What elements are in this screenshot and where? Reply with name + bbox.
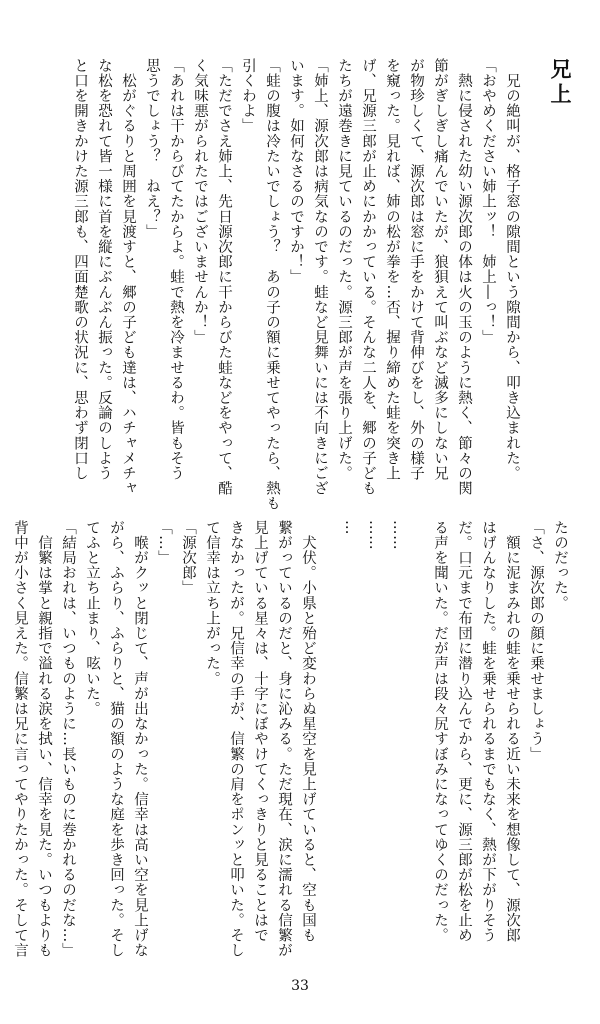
text-line: を窺った。見れば、姉の松が拳を…否、握り締めた蛙を突き上: [384, 58, 400, 481]
text-line: と口を開きかけた源三郎も、四面楚歌の状況に、思わず閉口し: [72, 58, 88, 481]
chapter-title: 兄上: [548, 58, 573, 108]
text-line: 引くわよ」: [240, 58, 256, 134]
text-line: 信繁は掌と親指で溢れる涙を拭い、信幸を見た。いつもよりも: [36, 520, 52, 958]
text-line: 「姉上、源次郎は病気なのです。蛙など見舞いには不向きにござ: [312, 58, 328, 496]
text-line: だ。口元まで布団に潜り込んでから、更に、源三郎が松を止め: [456, 520, 472, 943]
text-line: 「蛙の腹は冷たいでしょう？ あの子の額に乗せてやったら、熱も: [264, 58, 280, 511]
text-line: きなかったが。兄信幸の手が、信繁の肩をポンッと叩いた。そし: [228, 520, 244, 958]
text-line: な松を恐れて皆一様に首を縦にぶんぶん振った。反論のしよう: [96, 58, 112, 481]
text-line: て信幸は立ち上がった。: [204, 520, 220, 687]
text-line: 思うでしょう？ ねえ？」: [144, 58, 160, 240]
text-line: 兄の絶叫が、格子窓の隙間という隙間から、叩き込まれた。: [504, 58, 520, 481]
text-line: 熱に侵された幼い源次郎の体は火の玉のように熱く、節々の関: [456, 58, 472, 496]
text-line: 見上げている星々は、十字にぼやけてくっきりと見ることはで: [252, 520, 268, 943]
text-line: ……: [390, 520, 406, 551]
text-line: る声を聞いた。だが声は段々尻すぼみになってゆくのだった。: [432, 520, 448, 943]
blank-line: [320, 520, 338, 960]
blank-line: [410, 520, 428, 960]
text-line: 額に泥まみれの蛙を乗せられる近い未来を想像して、源次郎: [504, 520, 520, 943]
text-line: 繋がっているのだと、身に沁みる。ただ現在、涙に濡れる信繁が: [276, 520, 292, 958]
text-line: がら、ふらり、ふらりと、猫の額のような庭を歩き回った。そし: [108, 520, 124, 958]
text-line: たのだった。: [552, 520, 568, 611]
text-line: 節がぎしぎし痛んでいたが、狼狽えて叫ぶなど滅多にしない兄: [432, 58, 448, 481]
text-line: 犬伏。小県と殆ど変わらぬ星空を見上げていると、空も国も: [300, 520, 316, 943]
text-line: 「ただでさえ姉上、先日源次郎に干からびた蛙などをやって、酷: [216, 58, 232, 496]
text-line: ……: [366, 520, 382, 551]
text-line: 「源次郎」: [180, 520, 196, 596]
text-line: 「おやめください姉上ッ！ 姉上―っ！」: [480, 58, 496, 345]
text-line: 喉がクッと閉じて、声が出なかった。信幸は高い空を見上げな: [132, 520, 148, 958]
text-line: 背中が小さく見えた。信繁は兄に言ってやりたかった。そして言: [12, 520, 28, 958]
text-line: たちが遠巻きに見ているのだった。源三郎が声を張り上げた。: [336, 58, 352, 481]
text-line: 「結局おれは、いつものように…長いものに巻かれるのだな…」: [60, 520, 76, 958]
text-line: 「さ、源次郎の顔に乗せましょう」: [528, 520, 544, 762]
text-line: てふと立ち止まり、呟いた。: [84, 520, 100, 717]
text-line: …: [342, 520, 358, 536]
text-line: が物珍しくて、源次郎は窓に手をかけて背伸びをし、外の様子: [408, 58, 424, 481]
text-line: 「あれは干からびてたからよ。蛙で熱を冷ませるわ。皆もそう: [168, 58, 184, 481]
text-line: げ、兄源三郎が止めにかかっている。そんな二人を、郷の子ども: [360, 58, 376, 496]
text-line: く気味悪がられたではございませんか！」: [192, 58, 208, 345]
lower-text-block: [8, 520, 572, 960]
text-line: はげんなりした。蛙を乗せられるまでもなく、熱が下がりそう: [480, 520, 496, 943]
text-line: います。如何なさるのですか！」: [288, 58, 304, 285]
text-line: 松がぐるりと周囲を見渡すと、郷の子ども達は、ハチャメチャ: [120, 58, 136, 496]
upper-text-block: [68, 58, 573, 511]
text-line: 「…」: [156, 520, 172, 566]
page-number: 33: [291, 978, 309, 994]
